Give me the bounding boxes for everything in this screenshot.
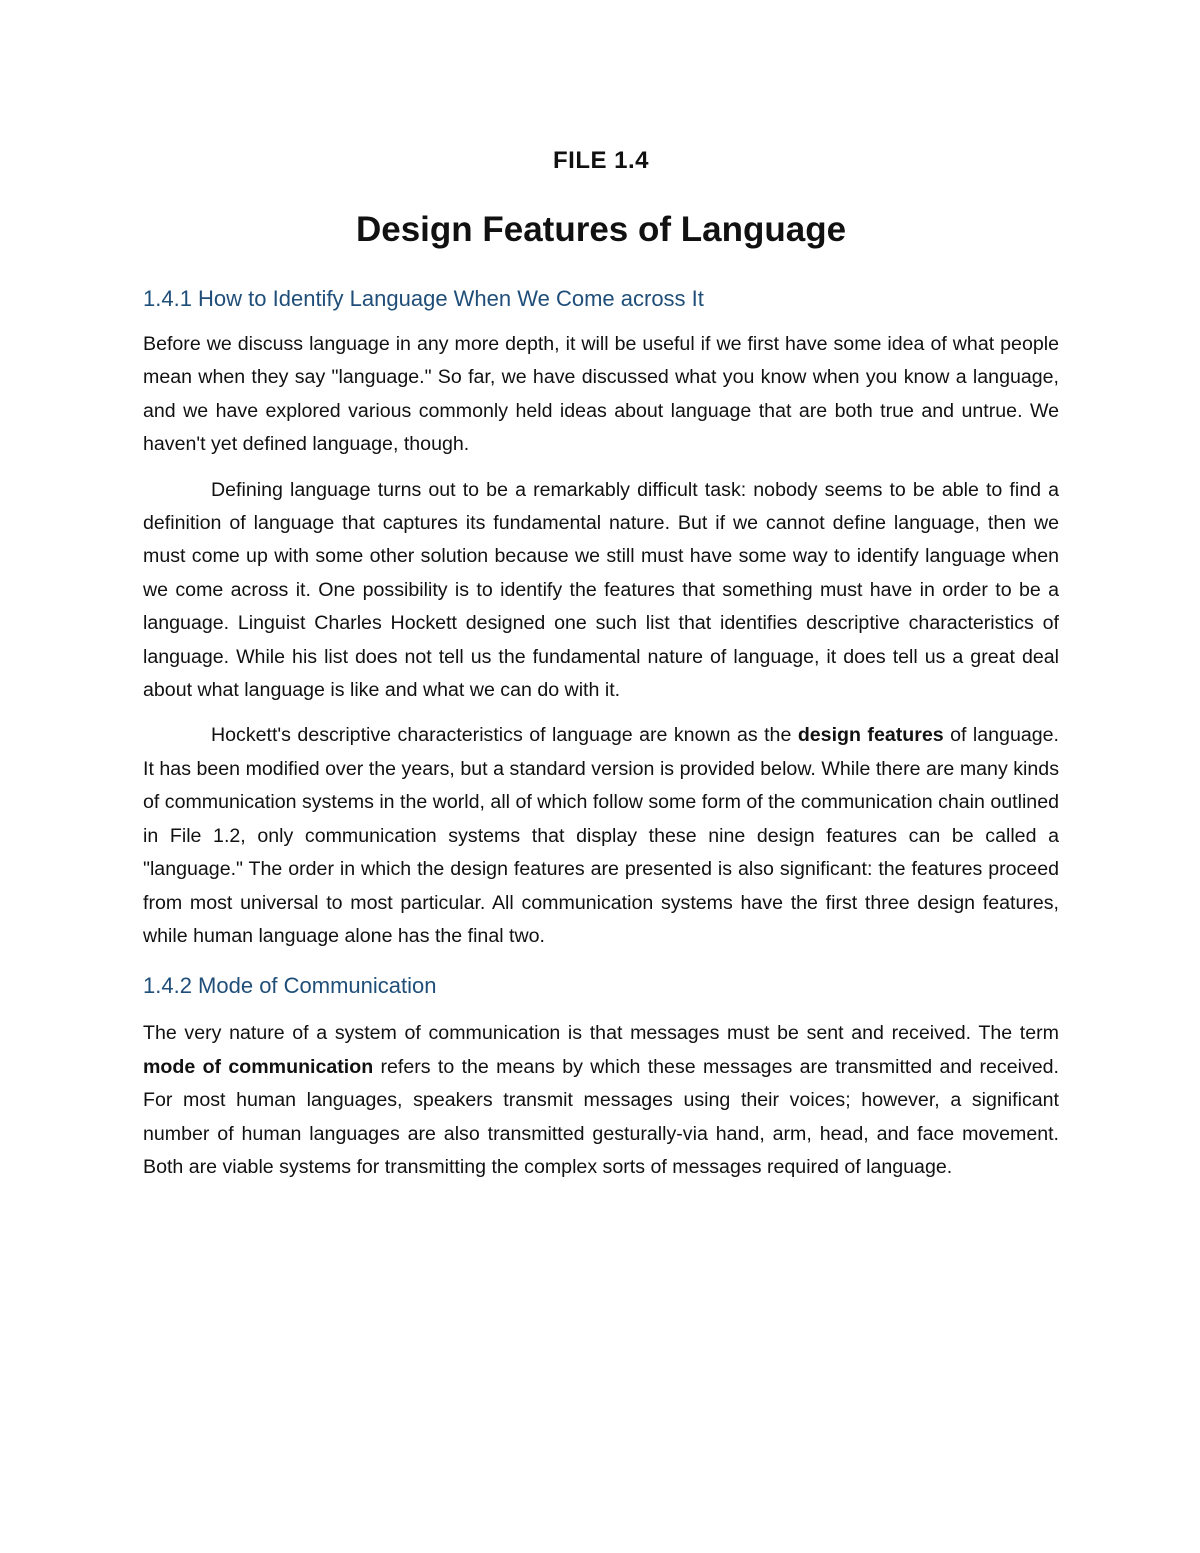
section-heading-1-4-2: 1.4.2 Mode of Communication — [143, 973, 437, 999]
paragraph-3-text-start: Hockett's descriptive characteristics of language are known as the — [211, 724, 798, 747]
paragraph-4 — [143, 1017, 1059, 1184]
page-title: Design Features of Language — [355, 210, 847, 249]
paragraph-4-text-start: The very nature of a system of communication is that messages must be sent and received. The term — [143, 1022, 1059, 1045]
term-mode-of-communication: mode of communication — [143, 1055, 374, 1078]
term-design-features: design features — [797, 724, 944, 747]
paragraph-3 — [143, 719, 1059, 953]
paragraph-1: Before we discuss language in any more depth, it will be useful if we first have some idea of what people mean when they say "language." So far, we have discussed what you know when you know a language, and we have explored various commonly held ideas about language that are both true and untrue. We haven't yet defined language, though. — [143, 333, 1059, 456]
paragraph-3-text-end: of language. It has been modified over the years, but a standard version is provided below. While there are many kinds of communication systems in the world, all of which follow some form of the communication chain outlined in File 1.2, only communication systems that display these nine design features can be called a "language." The order in which the design features are presented is also significant: the features proceed from most universal to most particular. All communication systems have the first three design features, while human language alone has the final two. — [143, 724, 1059, 947]
document-page — [143, 140, 1059, 1184]
paragraph-4-text-end: refers to the means by which these messages are transmitted and received. For most human languages, speakers transmit messages using their voices; however, a significant number of human languages are also transmitted gesturally-via hand, arm, head, and face movement. Both are viable systems for transmitting the complex sorts of messages required of language. — [143, 1055, 1059, 1178]
file-label: FILE 1.4 — [552, 147, 650, 174]
paragraph-2: Defining language turns out to be a remarkably difficult task: nobody seems to be able to find a definition of language that captures its fundamental nature. But if we cannot define language, then we must come up with some other solution because we still must have some way to identify language when we come across it. One possibility is to identify the features that something must have in order to be a language. Linguist Charles Hockett designed one such list that identifies descriptive characteristics of language. While his list does not tell us the fundamental nature of language, it does tell us a great deal about what language is like and what we can do with it. — [143, 478, 1059, 702]
section-heading-1-4-1: 1.4.1 How to Identify Language When We Come across It — [143, 286, 704, 311]
